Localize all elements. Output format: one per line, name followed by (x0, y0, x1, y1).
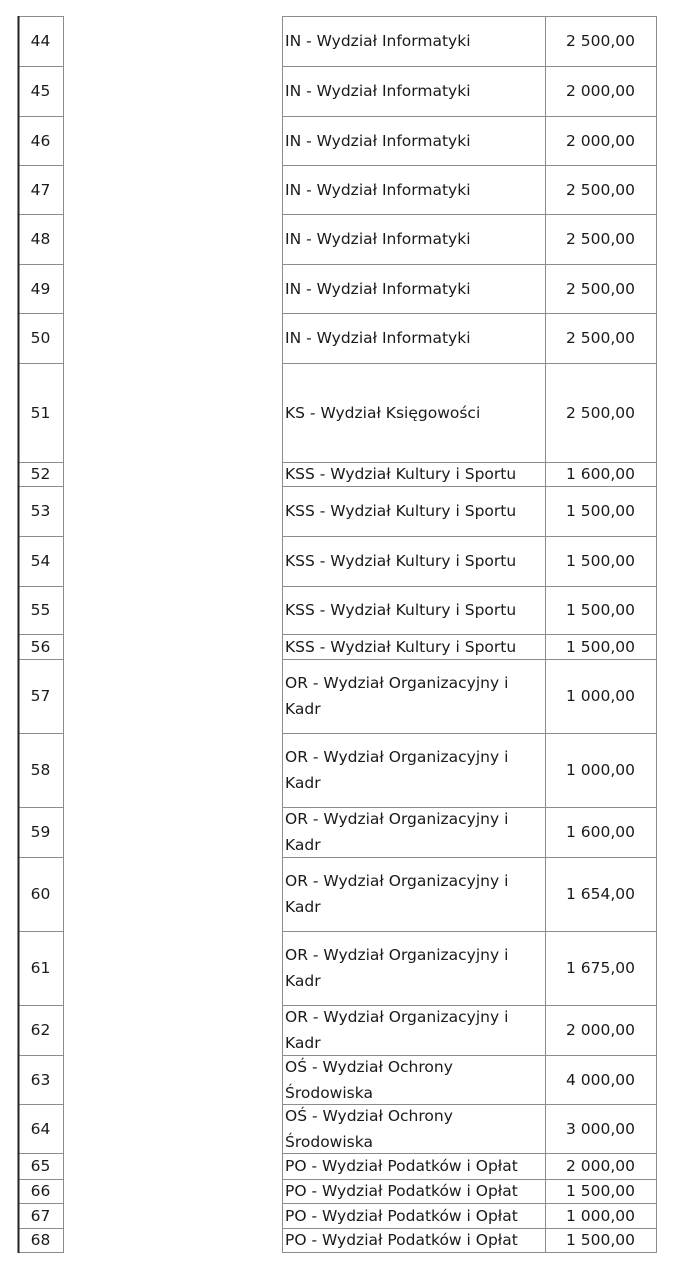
department-name: OR - Wydział Organizacyjny i Kadr (285, 748, 509, 792)
department-name: PO - Wydział Podatków i Opłat (285, 1206, 518, 1225)
amount-value: 2 500,00 (565, 32, 636, 50)
amount-value: 1 500,00 (565, 1231, 636, 1249)
row-number: 58 (30, 761, 51, 779)
amount-value: 3 000,00 (565, 1119, 636, 1138)
amount-value: 1 600,00 (565, 823, 636, 841)
department-name: KSS - Wydział Kultury i Sportu (285, 502, 517, 520)
row-number: 49 (30, 279, 51, 298)
row-number: 64 (30, 1119, 51, 1138)
row-number: 50 (30, 329, 51, 347)
department-name: OŚ - Wydział Ochrony Środowiska (285, 1057, 453, 1102)
row-number: 48 (30, 230, 51, 248)
amount-value: 2 000,00 (565, 131, 636, 150)
row-number: 63 (30, 1070, 51, 1089)
row-number: 47 (30, 180, 51, 199)
row-number: 51 (30, 403, 51, 422)
row-number: 61 (30, 959, 51, 977)
department-name: PO - Wydział Podatków i Opłat (285, 1182, 518, 1200)
department-name: OR - Wydział Organizacyjny i Kadr (285, 674, 509, 718)
department-name: IN - Wydział Informatyki (285, 180, 471, 199)
department-name: IN - Wydział Informatyki (285, 32, 471, 50)
department-name: KSS - Wydział Kultury i Sportu (285, 465, 517, 483)
amount-value: 2 000,00 (565, 1157, 636, 1175)
department-name: IN - Wydział Informatyki (285, 279, 471, 298)
row-number: 59 (30, 823, 51, 841)
row-number: 66 (30, 1182, 51, 1200)
row-number: 57 (30, 687, 51, 705)
amount-value: 2 500,00 (565, 230, 636, 248)
department-name: IN - Wydział Informatyki (285, 329, 471, 347)
amount-value: 2 500,00 (565, 403, 636, 422)
amount-value: 1 000,00 (565, 761, 636, 779)
row-number: 52 (30, 465, 51, 483)
row-number: 54 (30, 552, 51, 570)
row-number: 56 (30, 637, 51, 656)
row-number: 53 (30, 502, 51, 520)
row-number: 46 (30, 131, 51, 150)
amount-value: 1 500,00 (565, 1182, 636, 1200)
amount-value: 1 500,00 (565, 552, 636, 570)
department-name: KSS - Wydział Kultury i Sportu (285, 601, 517, 619)
amount-value: 1 500,00 (565, 637, 636, 656)
amount-value: 2 500,00 (565, 180, 636, 199)
department-name: IN - Wydział Informatyki (285, 82, 471, 100)
department-name: IN - Wydział Informatyki (285, 131, 471, 150)
amount-value: 2 000,00 (565, 1021, 636, 1039)
amount-value: 1 500,00 (565, 502, 636, 520)
department-name: KS - Wydział Księgowości (285, 403, 481, 422)
amount-value: 1 654,00 (565, 885, 636, 903)
amount-value: 1 600,00 (565, 465, 636, 483)
department-name: OŚ - Wydział Ochrony Środowiska (285, 1106, 453, 1151)
amount-value: 1 500,00 (565, 601, 636, 619)
department-name: KSS - Wydział Kultury i Sportu (285, 637, 517, 656)
row-number: 60 (30, 885, 51, 903)
row-number: 45 (30, 82, 51, 100)
amount-value: 1 675,00 (565, 959, 636, 977)
row-number: 67 (30, 1206, 51, 1225)
amount-value: 1 000,00 (565, 1206, 636, 1225)
row-number: 62 (30, 1021, 51, 1039)
department-name: OR - Wydział Organizacyjny i Kadr (285, 810, 509, 854)
department-name: PO - Wydział Podatków i Opłat (285, 1157, 518, 1175)
row-number: 68 (30, 1231, 51, 1249)
department-name: OR - Wydział Organizacyjny i Kadr (285, 1008, 509, 1052)
row-number: 65 (30, 1157, 51, 1175)
department-name: IN - Wydział Informatyki (285, 230, 471, 248)
department-name: OR - Wydział Organizacyjny i Kadr (285, 946, 509, 990)
amount-value: 1 000,00 (565, 687, 636, 705)
row-number: 55 (30, 601, 51, 619)
amount-value: 2 000,00 (565, 82, 636, 100)
row-number: 44 (30, 32, 51, 50)
amount-value: 2 500,00 (565, 329, 636, 347)
department-name: OR - Wydział Organizacyjny i Kadr (285, 872, 509, 916)
amount-value: 4 000,00 (565, 1070, 636, 1089)
department-name: KSS - Wydział Kultury i Sportu (285, 552, 517, 570)
department-name: PO - Wydział Podatków i Opłat (285, 1231, 518, 1249)
amount-value: 2 500,00 (565, 279, 636, 298)
